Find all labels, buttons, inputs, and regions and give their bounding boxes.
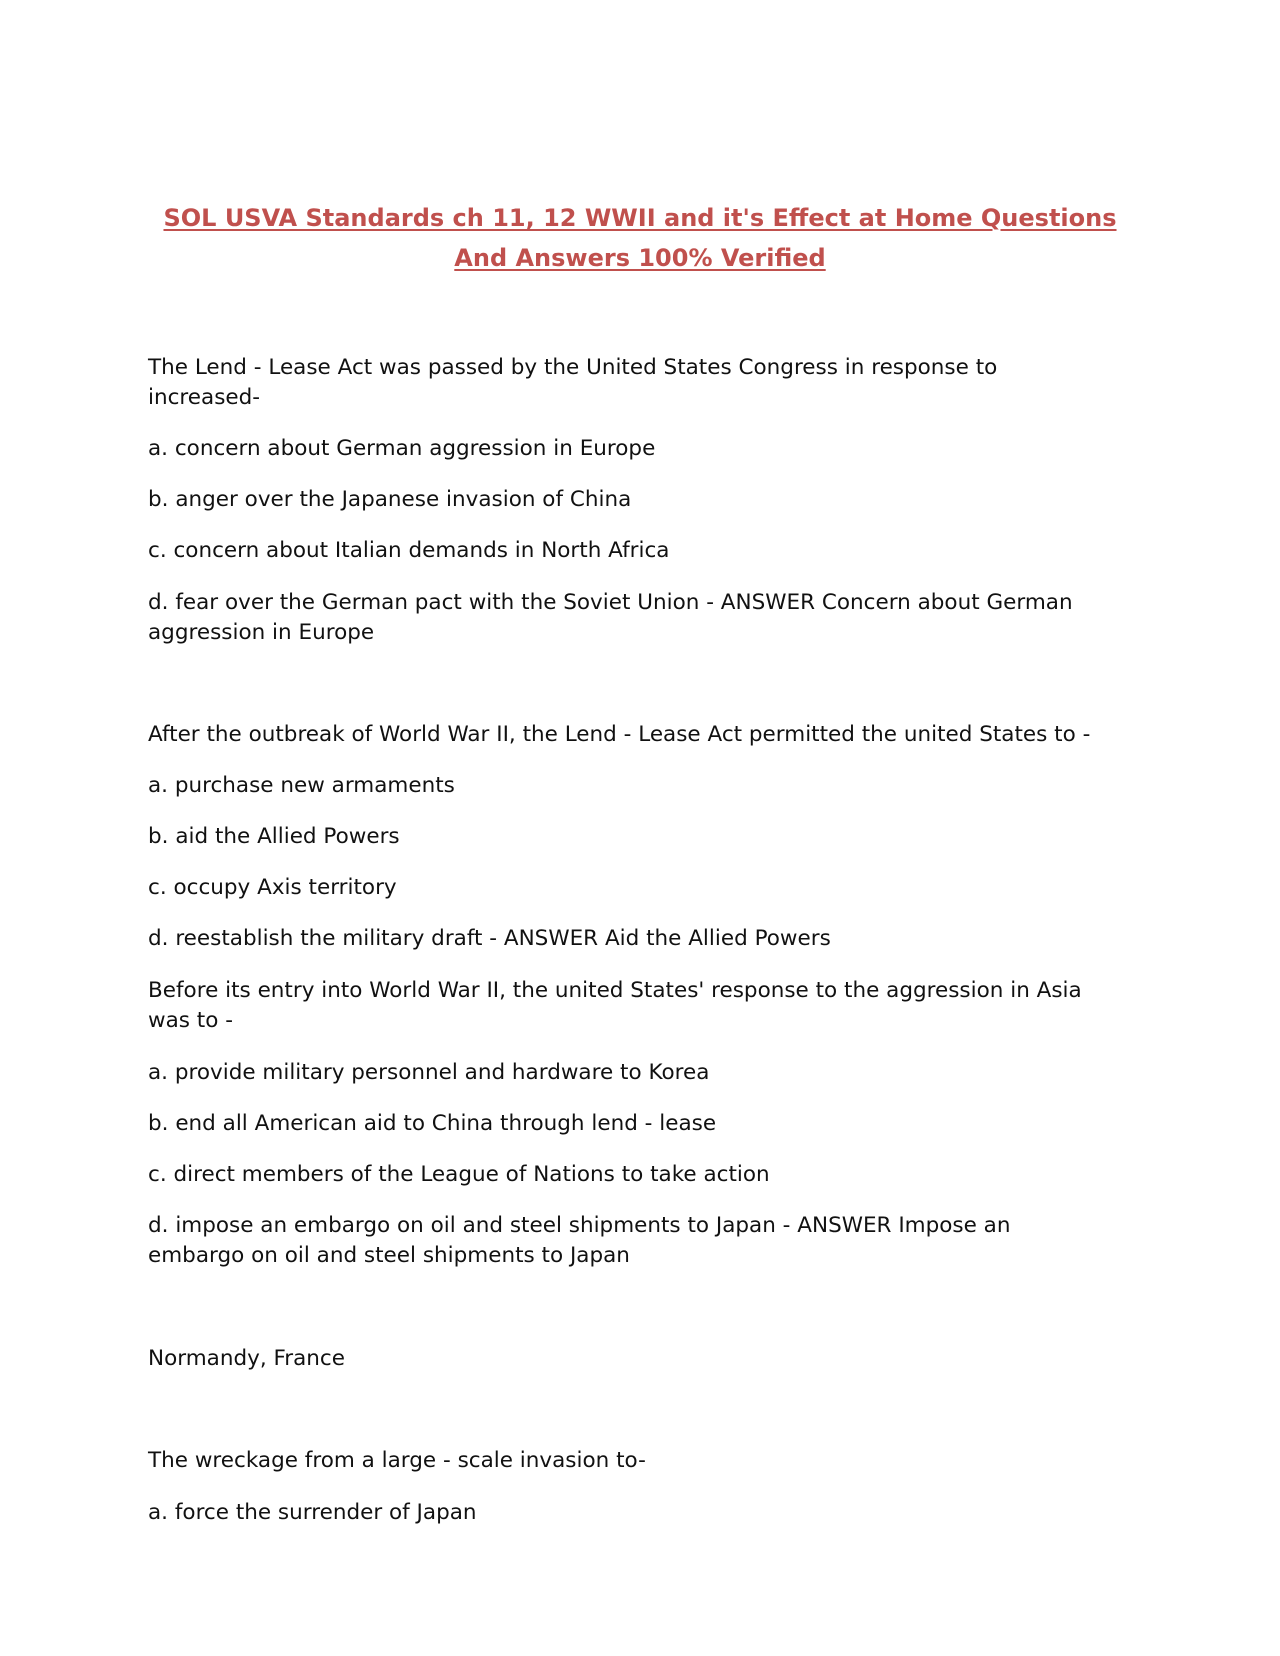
q1-option-d-line-1: d. fear over the German pact with the Soviet Union - ANSWER Concern about German xyxy=(148,590,1073,615)
q1-option-c: c. concern about Italian demands in North Africa xyxy=(148,538,670,563)
q3-option-c: c. direct members of the League of Nations to take action xyxy=(148,1162,770,1187)
q2-option-b: b. aid the Allied Powers xyxy=(148,824,400,849)
q1-option-d-line-2: aggression in Europe xyxy=(148,620,375,645)
q1-stem-line-2: increased- xyxy=(148,385,261,410)
q2-option-c: c. occupy Axis territory xyxy=(148,875,397,900)
q3-stem-line-1: Before its entry into World War II, the united States' response to the aggression in Asia xyxy=(148,978,1082,1003)
q3-stem-line-2: was to - xyxy=(148,1008,233,1033)
q3-option-d-line-1: d. impose an embargo on oil and steel shipments to Japan - ANSWER Impose an xyxy=(148,1213,1011,1238)
q3-option-b: b. end all American aid to China through lend - lease xyxy=(148,1111,717,1136)
q2-stem: After the outbreak of World War II, the Lend - Lease Act permitted the united States to - xyxy=(148,722,1091,747)
q3-option-d-line-2: embargo on oil and steel shipments to Japan xyxy=(148,1243,630,1268)
document-title xyxy=(140,198,1140,278)
q5-option-a: a. force the surrender of Japan xyxy=(148,1500,477,1525)
q1-option-b: b. anger over the Japanese invasion of China xyxy=(148,487,632,512)
q2-option-a: a. purchase new armaments xyxy=(148,773,455,798)
title-line-1: SOL USVA Standards ch 11, 12 WWII and it's Effect at Home Questions xyxy=(163,204,1117,232)
q1-option-a: a. concern about German aggression in Europe xyxy=(148,436,656,461)
title-line-2: And Answers 100% Verified xyxy=(454,244,826,272)
q3-option-a: a. provide military personnel and hardware to Korea xyxy=(148,1060,710,1085)
q4-stem: Normandy, France xyxy=(148,1346,345,1371)
q2-option-d: d. reestablish the military draft - ANSWER Aid the Allied Powers xyxy=(148,926,831,951)
q1-stem-line-1: The Lend - Lease Act was passed by the United States Congress in response to xyxy=(148,355,998,380)
q5-stem: The wreckage from a large - scale invasion to- xyxy=(148,1448,646,1473)
